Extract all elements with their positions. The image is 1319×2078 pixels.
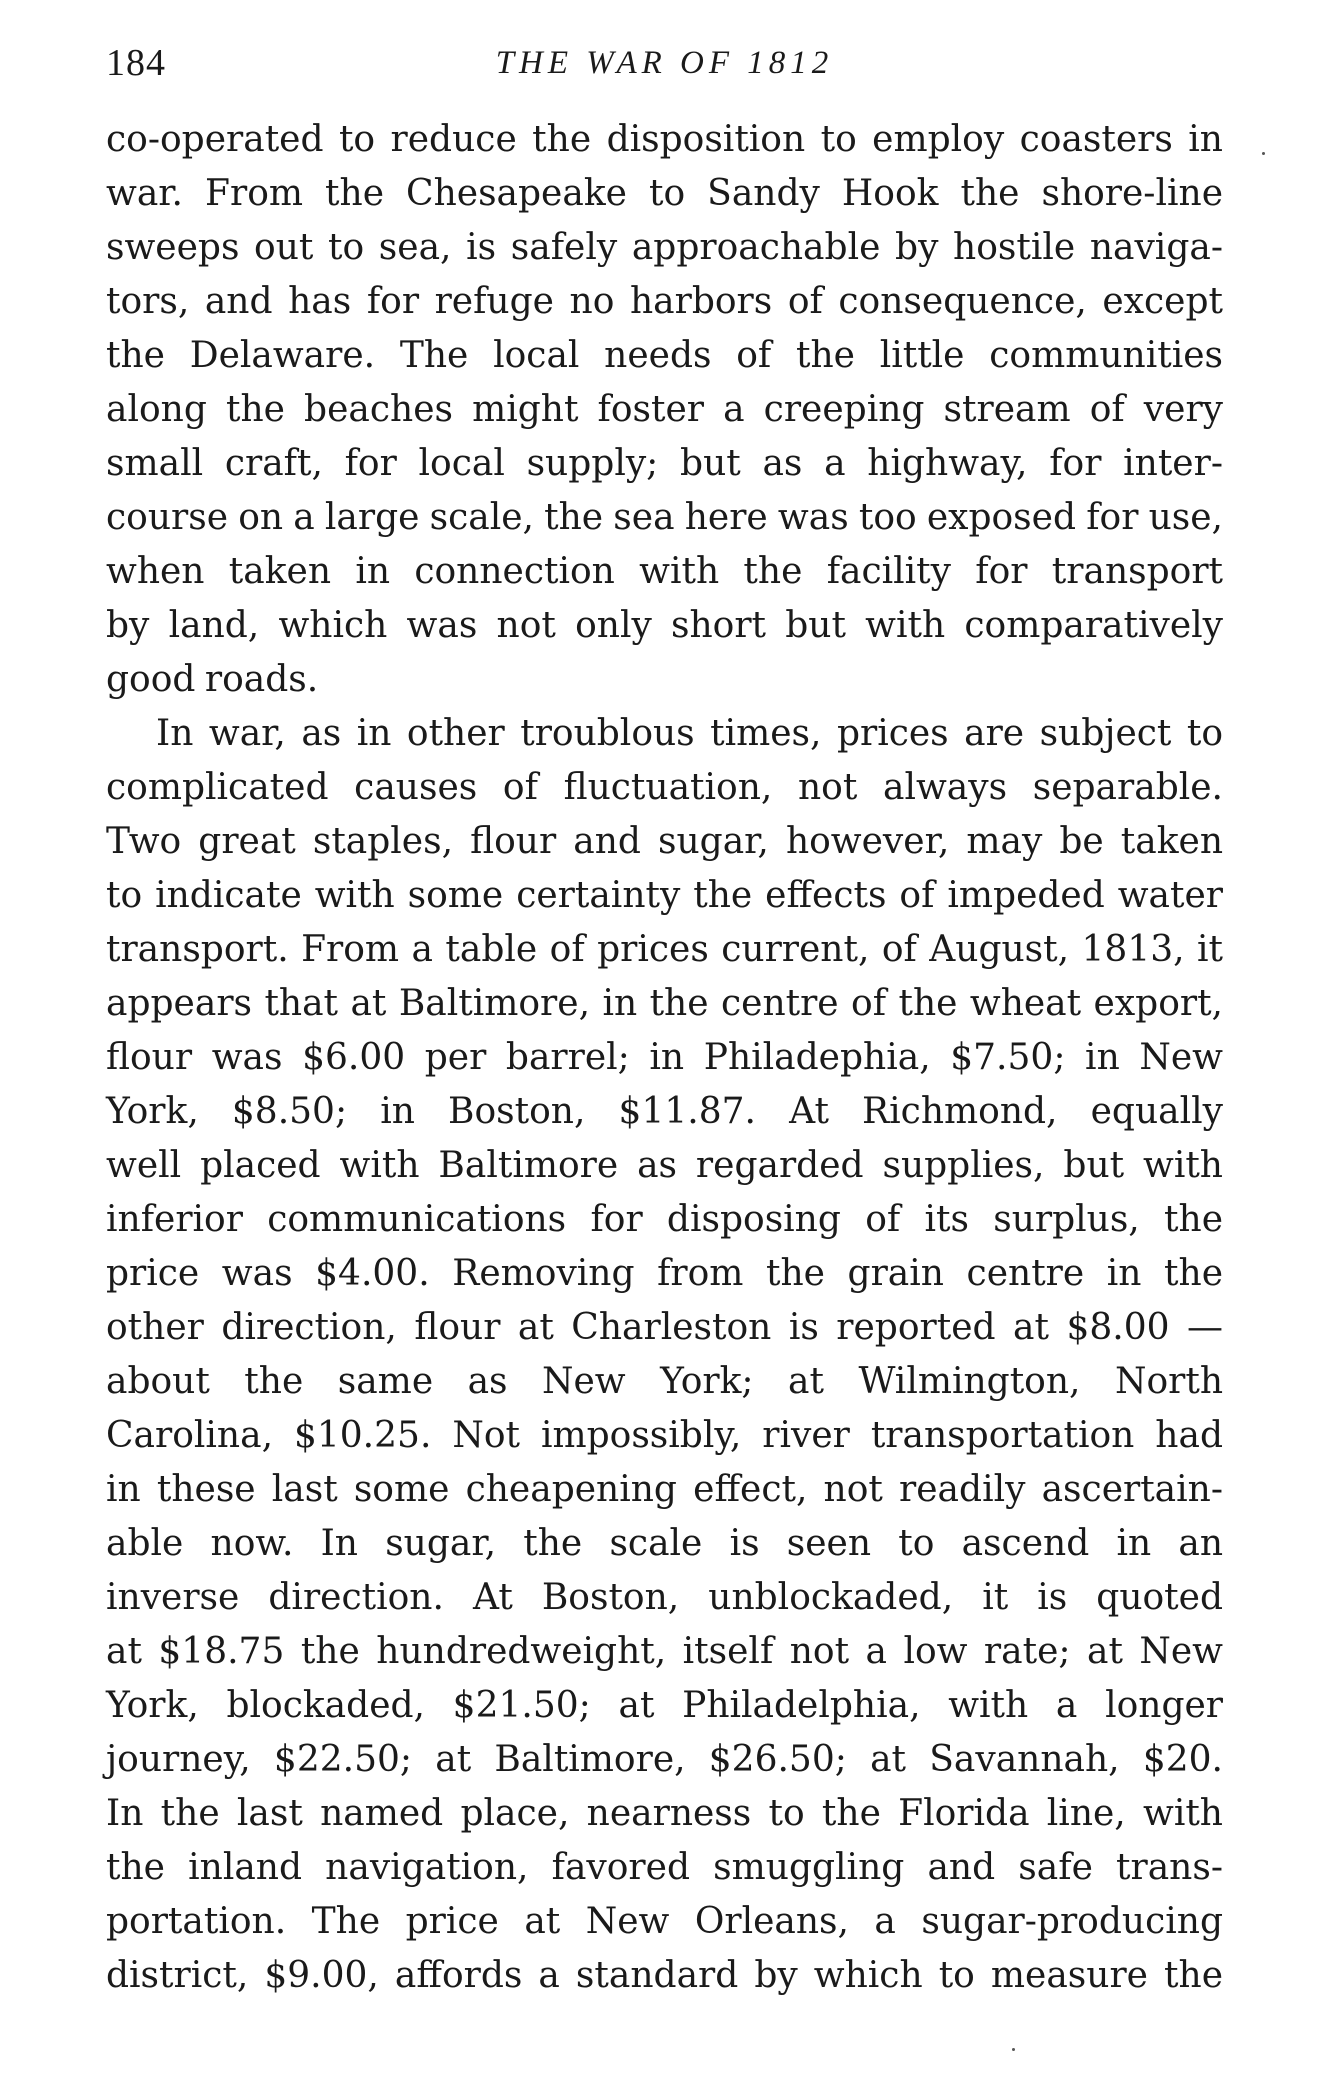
text-line: Carolina, $10.25. Not impossibly, river transportation had — [106, 1415, 1223, 1456]
running-title: THE WAR OF 1812 — [495, 45, 834, 81]
text-line: journey, $22.50; at Baltimore, $26.50; at Savannah, $20. — [106, 1739, 1223, 1780]
text-line: In the last named place, nearness to the Florida line, with — [106, 1793, 1223, 1834]
text-line: about the same as New York; at Wilmington, North — [106, 1361, 1223, 1402]
text-line: to indicate with some certainty the effects of impeded water — [106, 875, 1223, 916]
text-line: appears that at Baltimore, in the centre of the wheat export, — [106, 983, 1223, 1024]
text-line: complicated causes of fluctuation, not always separable. — [106, 767, 1223, 808]
text-line: the Delaware. The local needs of the little communities — [106, 335, 1223, 376]
text-line: co-operated to reduce the disposition to employ coasters in — [106, 119, 1223, 160]
text-line: Two great staples, flour and sugar, however, may be taken — [106, 821, 1223, 862]
text-line: price was $4.00. Removing from the grain centre in the — [106, 1253, 1223, 1294]
text-line: well placed with Baltimore as regarded supplies, but with — [106, 1145, 1223, 1186]
text-line: York, blockaded, $21.50; at Philadelphia, with a longer — [106, 1685, 1223, 1726]
text-line: in these last some cheapening effect, not readily ascertain- — [106, 1469, 1223, 1510]
paragraph-1 — [106, 113, 1223, 707]
text-line: other direction, flour at Charleston is reported at $8.00 — — [106, 1307, 1223, 1348]
ink-speck — [1012, 2048, 1015, 2051]
text-line: able now. In sugar, the scale is seen to ascend in an — [106, 1523, 1223, 1564]
text-line: when taken in connection with the facility for transport — [106, 551, 1223, 592]
text-line: good roads. — [106, 659, 319, 700]
text-line: inverse direction. At Boston, unblockaded, it is quoted — [106, 1577, 1223, 1618]
page-number: 184 — [106, 42, 166, 84]
text-line: portation. The price at New Orleans, a sugar-producing — [106, 1901, 1223, 1942]
body-text — [106, 113, 1223, 2003]
paragraph-2 — [106, 707, 1223, 2003]
text-line: the inland navigation, favored smuggling and safe trans- — [106, 1847, 1223, 1888]
text-line: course on a large scale, the sea here was too exposed for use, — [106, 497, 1223, 538]
text-line: In war, as in other troublous times, prices are subject to — [156, 713, 1223, 754]
page-header — [106, 38, 1223, 88]
text-line: inferior communications for disposing of its surplus, the — [106, 1199, 1223, 1240]
text-line: by land, which was not only short but with comparatively — [106, 605, 1223, 646]
text-line: tors, and has for refuge no harbors of consequence, except — [106, 281, 1223, 322]
text-line: small craft, for local supply; but as a highway, for inter- — [106, 443, 1223, 484]
text-line: at $18.75 the hundredweight, itself not a low rate; at New — [106, 1631, 1223, 1672]
text-line: York, $8.50; in Boston, $11.87. At Richmond, equally — [106, 1091, 1223, 1132]
text-line: flour was $6.00 per barrel; in Philadephia, $7.50; in New — [106, 1037, 1223, 1078]
text-line: war. From the Chesapeake to Sandy Hook the shore-line — [106, 173, 1223, 214]
text-line: sweeps out to sea, is safely approachable by hostile naviga- — [106, 227, 1223, 268]
text-line: along the beaches might foster a creeping stream of very — [106, 389, 1223, 430]
text-line: district, $9.00, affords a standard by which to measure the — [106, 1955, 1223, 1996]
ink-speck — [1262, 152, 1265, 155]
text-line: transport. From a table of prices current, of August, 1813, it — [106, 929, 1223, 970]
